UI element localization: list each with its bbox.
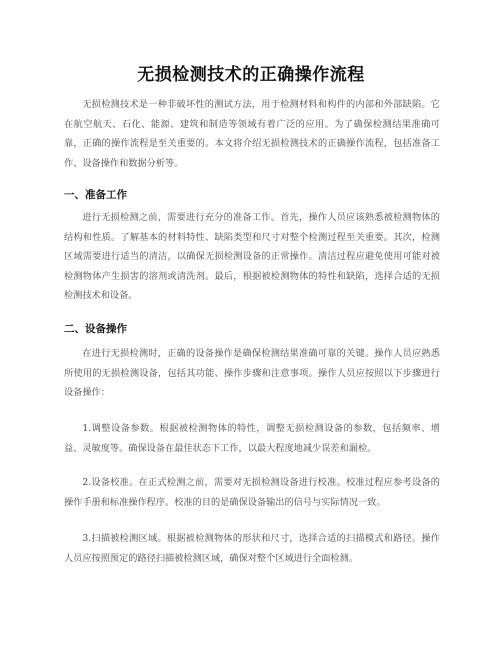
intro-paragraph: 无损检测技术是一种非破坏性的测试方法，用于检测材料和构件的内部和外部缺陷。它在航空航天、石化、能源、建筑和制造等领域有着广泛的应用。为了确保检测结果准确可靠，正确的操作流程是至关重要的。本文将介绍无损检测技术的正确操作流程，包括准备工作、设备操作和数据分析等。 [64,99,440,169]
section-equipment [64,321,440,337]
step-3-paragraph: 3.扫描被检测区域。根据被检测物体的形状和尺寸，选择合适的扫描模式和路径。操作人员应按照预定的路径扫描被检测区域，确保对整个区域进行全面检测。 [64,533,440,564]
equipment-intro-block [64,344,440,403]
step-2-block [64,473,440,512]
document-title: 无损检测技术的正确操作流程 [137,65,365,85]
equipment-intro-paragraph: 在进行无损检测时，正确的设备操作是确保检测结果准确可靠的关键。操作人员应熟悉所使用的无损检测设备，包括其功能、操作步骤和注意事项。操作人员应按照以下步骤进行设备操作： [64,348,440,398]
section-preparation-body [64,208,440,306]
step-2-paragraph: 2.设备校准。在正式检测之前，需要对无损检测设备进行校准。校准过程应参考设备的操作手册和标准操作程序。校准的目的是确保设备输出的信号与实际情况一致。 [64,477,440,508]
section-heading-equipment: 二、设备操作 [64,323,127,335]
intro-block [64,95,440,173]
section-preparation [64,187,440,203]
section-heading-preparation: 一、准备工作 [64,189,127,201]
step-1-block [64,419,440,458]
step-3-block [64,529,440,568]
step-1-paragraph: 1.调整设备参数。根据被检测物体的特性，调整无损检测设备的参数，包括频率、增益、灵敏度等。确保设备在最佳状态下工作，以最大程度地减少误差和漏检。 [64,423,440,454]
preparation-paragraph: 进行无损检测之前，需要进行充分的准备工作。首先，操作人员应该熟悉被检测物体的结构和性质。了解基本的材料特性、缺陷类型和尺寸对整个检测过程至关重要。其次，检测区域需要进行适当的清洁，以确保无损检测设备的正常操作。清洁过程应避免使用可能对被检测物体产生损害的溶剂或清洗剂。最后，根据被检测物体的特性和缺陷，选择合适的无损检测技术和设备。 [64,212,440,301]
